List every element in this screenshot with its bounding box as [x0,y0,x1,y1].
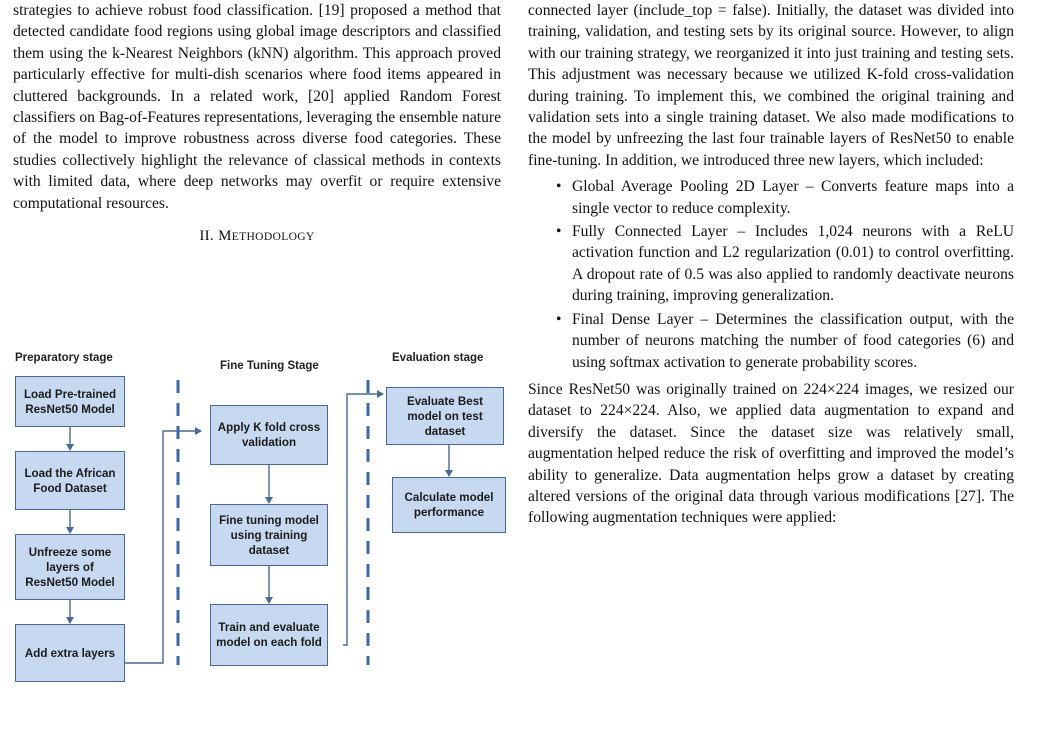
box-calc-performance: Calculate model performance [392,477,506,533]
methodology-flowchart [10,340,520,670]
list-item: • Final Dense Layer – Determines the classification output, with the number of neurons matching the number of food categories (6) and using softmax activation to generate probability scores. [572,309,1014,373]
left-column [13,0,501,247]
arrow-add-to-kfold [125,431,201,663]
paragraph-1: connected layer (include_top = false). Initially, the dataset was divided into training, validation, and testing sets by its original source. However, to align with our training strategy, we reorganized it into just training and testing sets. This adjustment was necessary because we utilized K-fold cross-validation during training. To implement this, we combined the original training and validation sets into a single training dataset. We also made modifications to the model by unfreezing the last four trainable layers of ResNet50 to enable fine-tuning. In addition, we introduced three new layers, which included: [528,2,1014,169]
box-evaluate-best: Evaluate Best model on test dataset [386,387,504,445]
list-item: • Fully Connected Layer – Includes 1,024 neurons with a ReLU activation function and L2 regularization (0.01) to control overfitting. A dropout rate of 0.5 was also applied to randomly deactivate neurons during training, improving generalization. [572,221,1014,307]
layer-list [528,176,1014,373]
box-load-dataset: Load the African Food Dataset [15,451,125,510]
section-title-rest: ETHODOLOGY [231,230,315,244]
stage-label-preparatory: Preparatory stage [15,352,113,364]
stage-label-fine-tuning: Fine Tuning Stage [220,360,319,372]
intro-paragraph: strategies to achieve robust food classification. [19] proposed a method that detected candidate food regions using global image descriptors and classified them using the k-Nearest Neighbors (kNN) algorithm. This approach proved particularly effective for multi-dish scenarios where food items appeared in cluttered backgrounds. In a related work, [20] applied Random Forest classifiers on Bag-of-Features representations, leveraging the ensemble nature of the model to improve robustness across diverse food categories. These studies collectively highlight the relevance of classical methods in contexts with limited data, where deep networks may overfit or require extensive computational resources. [13,2,501,212]
box-train-evaluate: Train and evaluate model on each fold [210,604,328,666]
right-column [528,0,1014,529]
box-kfold: Apply K fold cross validation [210,405,328,465]
arrow-train-to-evaluate [343,394,383,645]
stage-label-evaluation: Evaluation stage [392,352,484,364]
box-unfreeze: Unfreeze some layers of ResNet50 Model [15,534,125,600]
box-load-pretrained: Load Pre-trained ResNet50 Model [15,376,125,427]
box-fine-tune: Fine tuning model using training dataset [210,504,328,566]
list-item: • Global Average Pooling 2D Layer – Converts feature maps into a single vector to reduce complexity. [572,176,1014,219]
section-number: II. [199,228,215,245]
section-heading [13,226,501,247]
paragraph-2: Since ResNet50 was originally trained on 224×224 images, we resized our dataset to 224×224. Also, we applied data augmentation to expand and diversify the dataset. Since the dataset size was relatively small, augmentation helped reduce the risk of overfitting and improved the model’s ability to generalize. Data augmentation helps grow a dataset by creating altered versions of the original data through various modifications [27]. The following augmentation techniques were applied: [528,380,1014,527]
section-title-cap: M [218,228,232,245]
box-add-layers: Add extra layers [15,624,125,682]
